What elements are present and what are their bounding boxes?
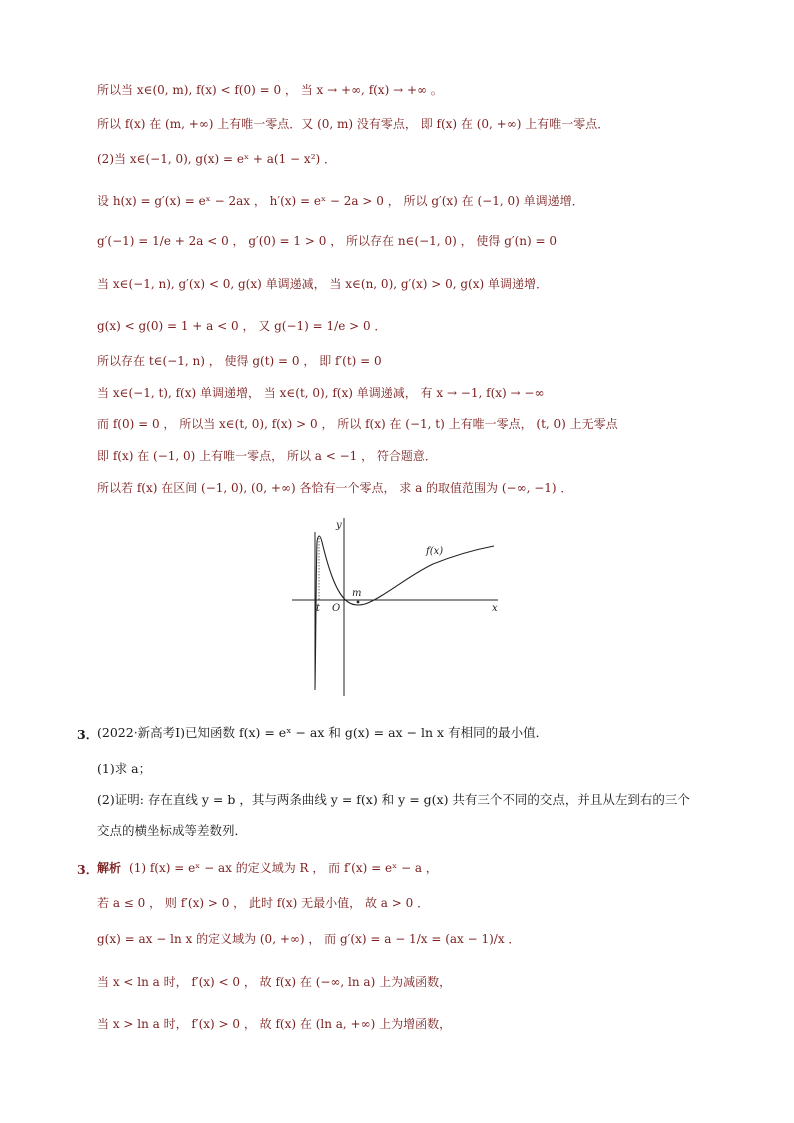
problem-stem-text: 已知函数 f(x) = eˣ − ax 和 g(x) = ax − ln x 有相同的最小值． bbox=[184, 725, 549, 740]
analysis-line-2: 若 a ≤ 0 ， 则 f′(x) > 0 ， 此时 f(x) 无最小值， 故 a > 0 ． bbox=[97, 896, 430, 910]
solution-line-5: g′(−1) = 1/e + 2a < 0 ， g′(0) = 1 > 0 ， 所以存在 n∈(−1, 0) ， 使得 g′(n) = 0 bbox=[97, 234, 558, 248]
solution-line-11: 即 f(x) 在 (−1, 0) 上有唯一零点， 所以 a < −1 ， 符合题意． bbox=[97, 449, 437, 463]
origin-label: O bbox=[332, 603, 341, 614]
problem-part2-line2: 交点的横坐标成等差数列． bbox=[97, 823, 248, 838]
problem-source: (2022·新高考Ⅰ) bbox=[97, 725, 185, 740]
y-axis-label: y bbox=[336, 520, 342, 531]
solution-line-3: (2)当 x∈(−1, 0), g(x) = eˣ + a(1 − x²) ． bbox=[97, 152, 337, 166]
analysis-line-1 bbox=[97, 860, 438, 876]
solution-line-12: 所以若 f(x) 在区间 (−1, 0), (0, +∞) 各恰有一个零点， 求 a 的取值范围为 (−∞, −1) ． bbox=[97, 481, 573, 495]
m-point bbox=[357, 601, 360, 604]
analysis-number: 3． bbox=[77, 862, 99, 877]
analysis-line-4: 当 x < ln a 时， f′(x) < 0 ， 故 f(x) 在 (−∞, ln a) 上为减函数， bbox=[97, 975, 452, 989]
m-label: m bbox=[352, 588, 362, 599]
solution-line-6: 当 x∈(−1, n), g′(x) < 0, g(x) 单调递减， 当 x∈(n, 0), g′(x) > 0, g(x) 单调递增． bbox=[97, 277, 548, 291]
solution-line-8: 所以存在 t∈(−1, n) ， 使得 g(t) = 0 ， 即 f′(t) = 0 bbox=[97, 354, 382, 368]
solution-line-2: 所以 f(x) 在 (m, +∞) 上有唯一零点．又 (0, m) 没有零点， 即 f(x) 在 (0, +∞) 上有唯一零点． bbox=[97, 117, 610, 131]
solution-line-4: 设 h(x) = g′(x) = eˣ − 2ax ， h′(x) = eˣ − 2a > 0 ， 所以 g′(x) 在 (−1, 0) 单调递增． bbox=[97, 194, 584, 208]
problem-part2-line1: (2)证明: 存在直线 y = b ，其与两条曲线 y = f(x) 和 y = g(x) 共有三个不同的交点，并且从左到右的三个 bbox=[97, 792, 690, 807]
solution-line-10: 而 f(0) = 0 ， 所以当 x∈(t, 0), f(x) > 0 ， 所以 f(x) 在 (−1, t) 上有唯一零点， (t, 0) 上无零点 bbox=[97, 417, 618, 431]
problem-part1: (1)求 a； bbox=[97, 761, 152, 776]
analysis-text-1: (1) f(x) = eˣ − ax 的定义域为 R ， 而 f′(x) = eˣ − a ， bbox=[129, 861, 438, 875]
problem-number: 3． bbox=[77, 727, 99, 742]
t-label: t bbox=[316, 603, 321, 614]
curve-label: f(x) bbox=[426, 546, 444, 557]
analysis-line-3: g(x) = ax − ln x 的定义域为 (0, +∞) ， 而 g′(x) = a − 1/x = (ax − 1)/x ． bbox=[97, 932, 521, 946]
analysis-line-5: 当 x > ln a 时， f′(x) > 0 ， 故 f(x) 在 (ln a, +∞) 上为增函数， bbox=[97, 1017, 452, 1031]
f-curve bbox=[315, 536, 494, 688]
x-axis-label: x bbox=[492, 603, 498, 614]
solution-line-7: g(x) < g(0) = 1 + a < 0 ， 又 g(−1) = 1/e > 0 ． bbox=[97, 319, 387, 333]
problem-stem bbox=[97, 725, 548, 741]
analysis-label: 解析 bbox=[97, 861, 122, 875]
solution-line-9: 当 x∈(−1, t), f(x) 单调递增， 当 x∈(t, 0), f(x) 单调递减， 有 x → −1, f(x) → −∞ bbox=[97, 386, 545, 400]
function-graph bbox=[288, 512, 508, 702]
solution-line-1: 所以当 x∈(0, m), f(x) < f(0) = 0 ， 当 x → +∞, f(x) → +∞ 。 bbox=[97, 83, 443, 97]
